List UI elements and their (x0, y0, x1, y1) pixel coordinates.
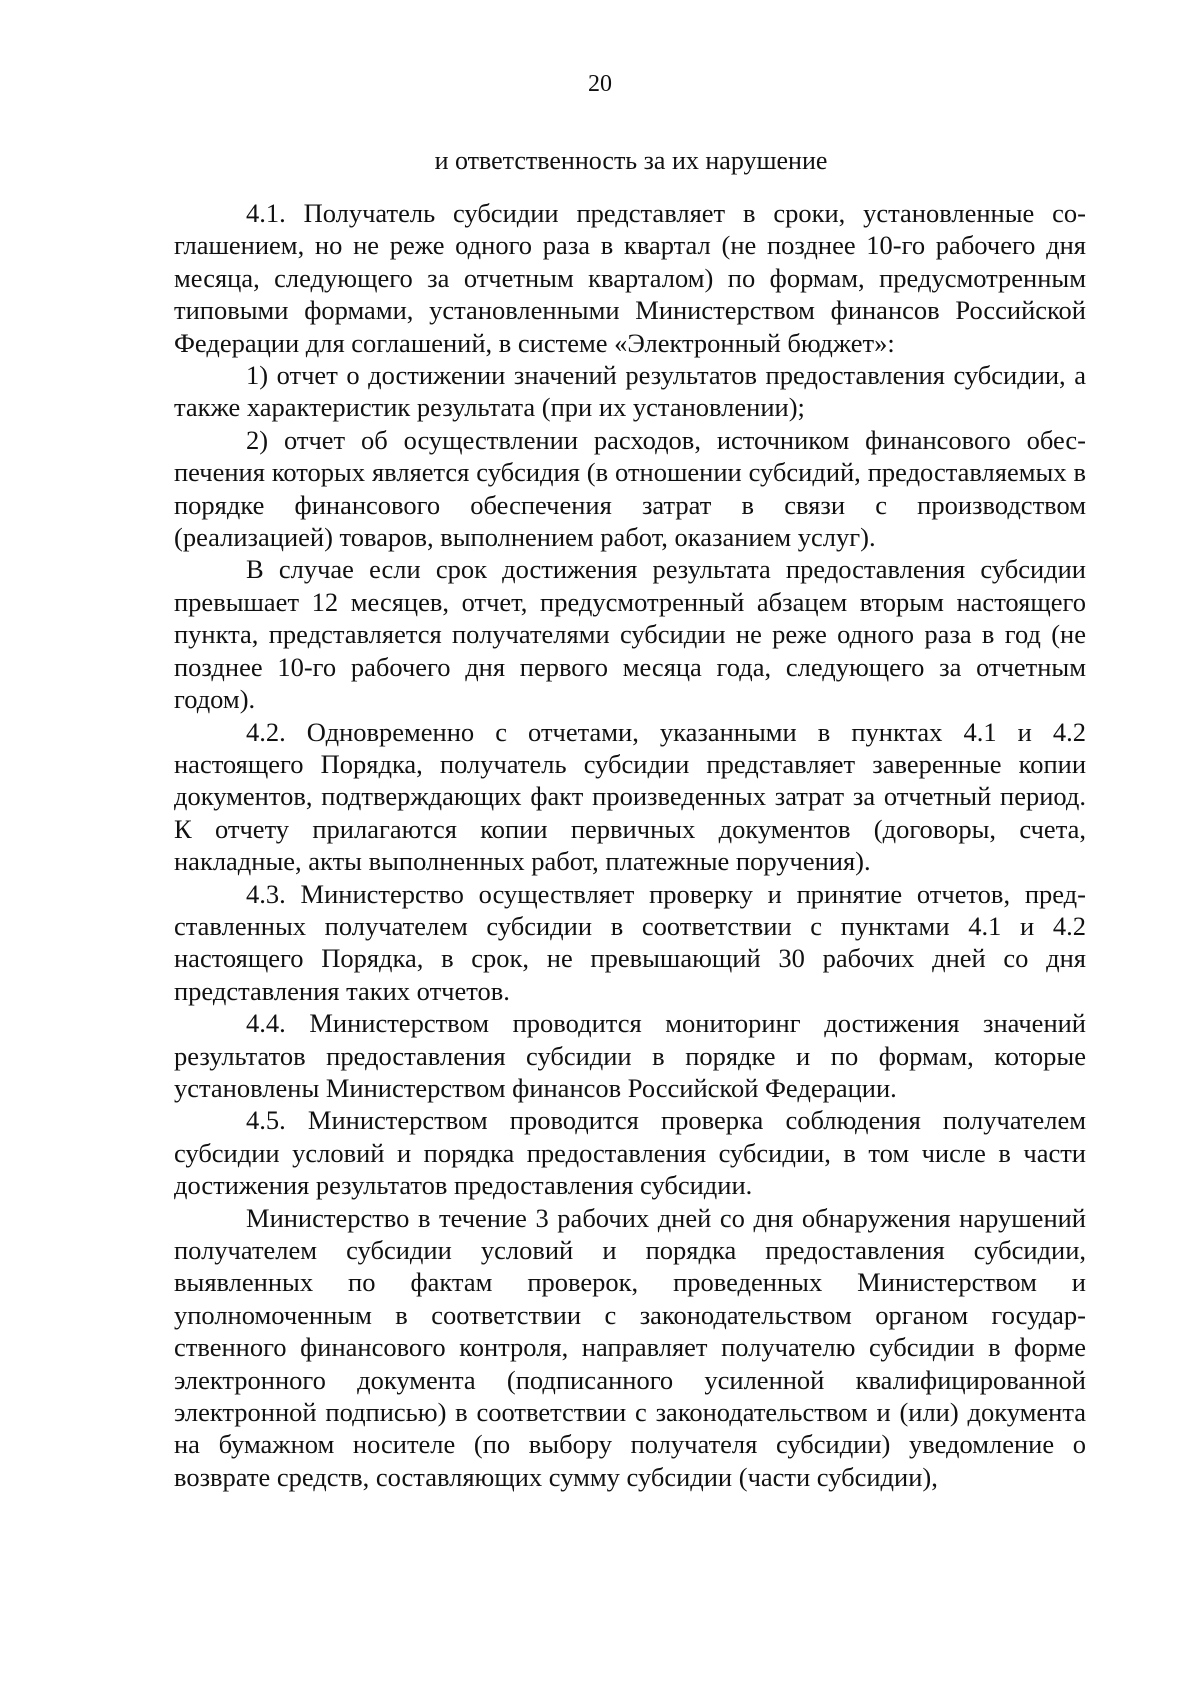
paragraph-4-5: 4.5. Министерством проводится проверка соблюдения получателем субсидии условий и порядка предоставления субсидии, в том числе в части достижения результатов предоставления субсидии. (174, 1105, 1086, 1201)
document-body (174, 197, 1086, 1493)
paragraph-4-4: 4.4. Министерством проводится мониторинг достижения значений результатов предоставления субсидии в порядке и по формам, которые установлены Министерством финансов Российской Федерации. (174, 1008, 1086, 1103)
paragraph-4-1: 4.1. Получатель субсидии представляет в сроки, установленные соглашением, но не реже одного раза в квартал (не позднее 10-го рабочего дня месяца, следующего за отчетным кварталом) по формам, предусмотренным типовыми формами, установленными Министерством финансов Российской Федерации для соглашений, в системе «Электронный бюджет»: (174, 198, 1086, 358)
paragraph-4-3: 4.3. Министерство осуществляет проверку и принятие отчетов, представленных получателем субсидии в соответствии с пунктами 4.1 и 4.2 настоящего Порядка, в срок, не превышающий 30 рабочих дней со дня представления таких отчетов. (174, 878, 1086, 1006)
paragraph-4-1-annual: В случае если срок достижения результата предоставления субсидии превышает 12 месяцев, отчет, предусмотренный абзацем вторым настоящего пункта, представляется получателями субсидии не реже одного раза в год (не позднее 10-го рабочего дня первого месяца года, следующего за отчетным годом). (174, 554, 1086, 715)
section-heading: и ответственность за их нарушение (434, 146, 828, 175)
paragraph-4-2: 4.2. Одновременно с отчетами, указанными в пунктах 4.1 и 4.2 настоящего Порядка, получатель субсидии представляет заверенные копии документов, подтверждающих факт произведенных затрат за отчетный период. К отчету прилагаются копии первичных документов (договоры, счета, накладные, акты выполненных работ, платежные поручения). (174, 716, 1086, 877)
paragraph-4-1-item-1: 1) отчет о достижении значений результатов предоставления субсидии, а также характеристик результата (при их установлении); (174, 360, 1086, 423)
page-number: 20 (588, 71, 612, 97)
paragraph-ministry-notice: Министерство в течение 3 рабочих дней со дня обнаружения нарушений получателем субсидии условий и порядка предоставления субсидии, выявленных по фактам проверок, проведенных Министерством и уполномоченным в соответствии с законодательством органом государственного финансового контроля, направляет получателю субсидии в форме электронного документа (подписанного усиленной квалифицированной электронной подписью) в соответствии с законодательством и (или) документа на бумажном носителе (по выбору получателя субсидии) уведомление о возврате средств, составляющих сумму субсидии (части субсидии), (174, 1202, 1086, 1492)
paragraph-4-1-item-2: 2) отчет об осуществлении расходов, источником финансового обеспечения которых является субсидия (в отношении субсидий, предоставляемых в порядке финансового обеспечения затрат в связи с производством (реализацией) товаров, выполнением работ, оказанием услуг). (174, 424, 1086, 553)
